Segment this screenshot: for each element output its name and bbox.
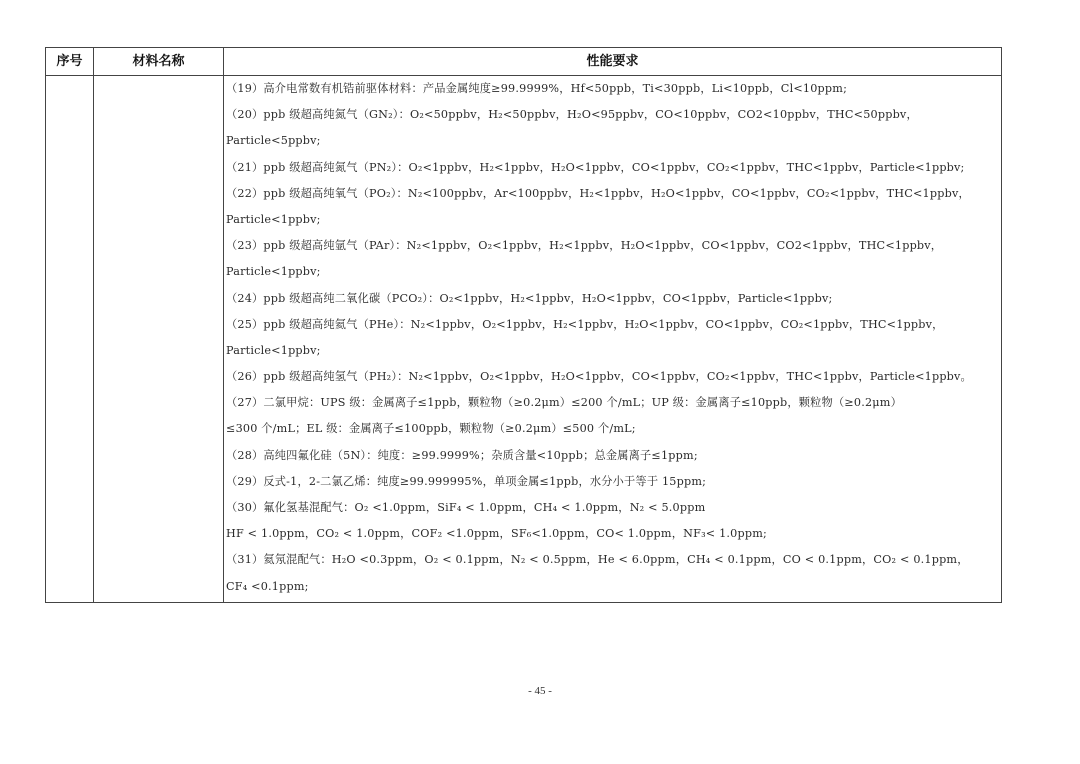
requirement-line: （19）高介电常数有机锆前驱体材料：产品金属纯度≥99.9999%，Hf<50ppb，Ti<30ppb，Li<10ppb，Cl<10ppm; <box>226 82 848 95</box>
page-number: - 45 - <box>528 685 552 697</box>
requirement-line: Particle<1ppbv; <box>226 265 321 279</box>
requirement-line: Particle<1ppbv; <box>226 212 321 226</box>
requirement-line: （21）ppb 级超高纯氮气（PN₂）：O₂<1ppbv，H₂<1ppbv，H₂O<1ppbv，CO<1ppbv，CO₂<1ppbv，THC<1ppbv，Particle<1ppbv; <box>226 160 965 174</box>
requirement-line: HF < 1.0ppm，CO₂ < 1.0ppm，COF₂ <1.0ppm，SF₆<1.0ppm，CO< 1.0ppm，NF₃< 1.0ppm; <box>226 527 767 541</box>
requirement-line: （20）ppb 级超高纯氮气（GN₂）：O₂<50ppbv，H₂<50ppbv，H₂O<95ppbv，CO<10ppbv，CO2<10ppbv，THC<50ppbv， <box>226 108 918 122</box>
header-performance-requirements: 性能要求 <box>586 54 639 69</box>
requirement-line: （25）ppb 级超高纯氦气（PHe）：N₂<1ppbv，O₂<1ppbv，H₂<1ppbv，H₂O<1ppbv，CO<1ppbv，CO₂<1ppbv，THC<1ppbv， <box>226 317 944 331</box>
requirement-line: ≤300 个/mL；EL 级：金属离子≤100ppb，颗粒物（≥0.2μm）≤500 个/mL; <box>226 422 636 436</box>
requirements-cell <box>226 76 1001 600</box>
requirement-line: （27）二氯甲烷：UPS 级：金属离子≤1ppb，颗粒物（≥0.2μm）≤200 个/mL；UP 级：金属离子≤10ppb，颗粒物（≥0.2μm） <box>226 396 902 410</box>
requirement-line: （24）ppb 级超高纯二氧化碳（PCO₂）：O₂<1ppbv，H₂<1ppbv，H₂O<1ppbv，CO<1ppbv，Particle<1ppbv; <box>226 291 833 305</box>
requirement-line: （28）高纯四氟化硅（5N）：纯度：≥99.9999%；杂质含量<10ppb；总金属离子≤1ppm; <box>226 448 698 462</box>
requirement-line: CF₄ <0.1ppm; <box>226 579 309 593</box>
requirement-line: Particle<5ppbv; <box>226 134 321 148</box>
requirement-line: （30）氟化氢基混配气：O₂ <1.0ppm，SiF₄ < 1.0ppm，CH₄ < 1.0ppm，N₂ < 5.0ppm <box>226 501 706 514</box>
header-material-name: 材料名称 <box>132 54 185 69</box>
requirement-line: （22）ppb 级超高纯氧气（PO₂）：N₂<100ppbv，Ar<100ppbv，H₂<1ppbv，H₂O<1ppbv，CO<1ppbv，CO₂<1ppbv，THC<1ppbv， <box>226 186 970 200</box>
requirement-line: （31）氦氖混配气：H₂O <0.3ppm，O₂ < 0.1ppm，N₂ < 0.5ppm，He < 6.0ppm，CH₄ < 0.1ppm，CO < 0.1ppm，CO₂ < 0.1ppm， <box>226 553 969 567</box>
requirement-line: （23）ppb 级超高纯氩气（PAr）：N₂<1ppbv，O₂<1ppbv，H₂<1ppbv，H₂O<1ppbv，CO<1ppbv，CO2<1ppbv，THC<1ppbv， <box>226 239 943 253</box>
requirement-line: （26）ppb 级超高纯氢气（PH₂）：N₂<1ppbv，O₂<1ppbv，H₂O<1ppbv，CO<1ppbv，CO₂<1ppbv，THC<1ppbv，Particle<1ppbv。 <box>226 370 972 384</box>
header-number: 序号 <box>56 54 83 69</box>
column-divider <box>93 48 94 602</box>
requirement-line: （29）反式-1，2-二氯乙烯：纯度≥99.999995%，单项金属≤1ppb，水分小于等于 15ppm; <box>226 474 707 488</box>
requirement-line: Particle<1ppbv; <box>226 343 321 357</box>
requirements-table <box>45 47 1002 603</box>
column-divider <box>223 48 224 602</box>
